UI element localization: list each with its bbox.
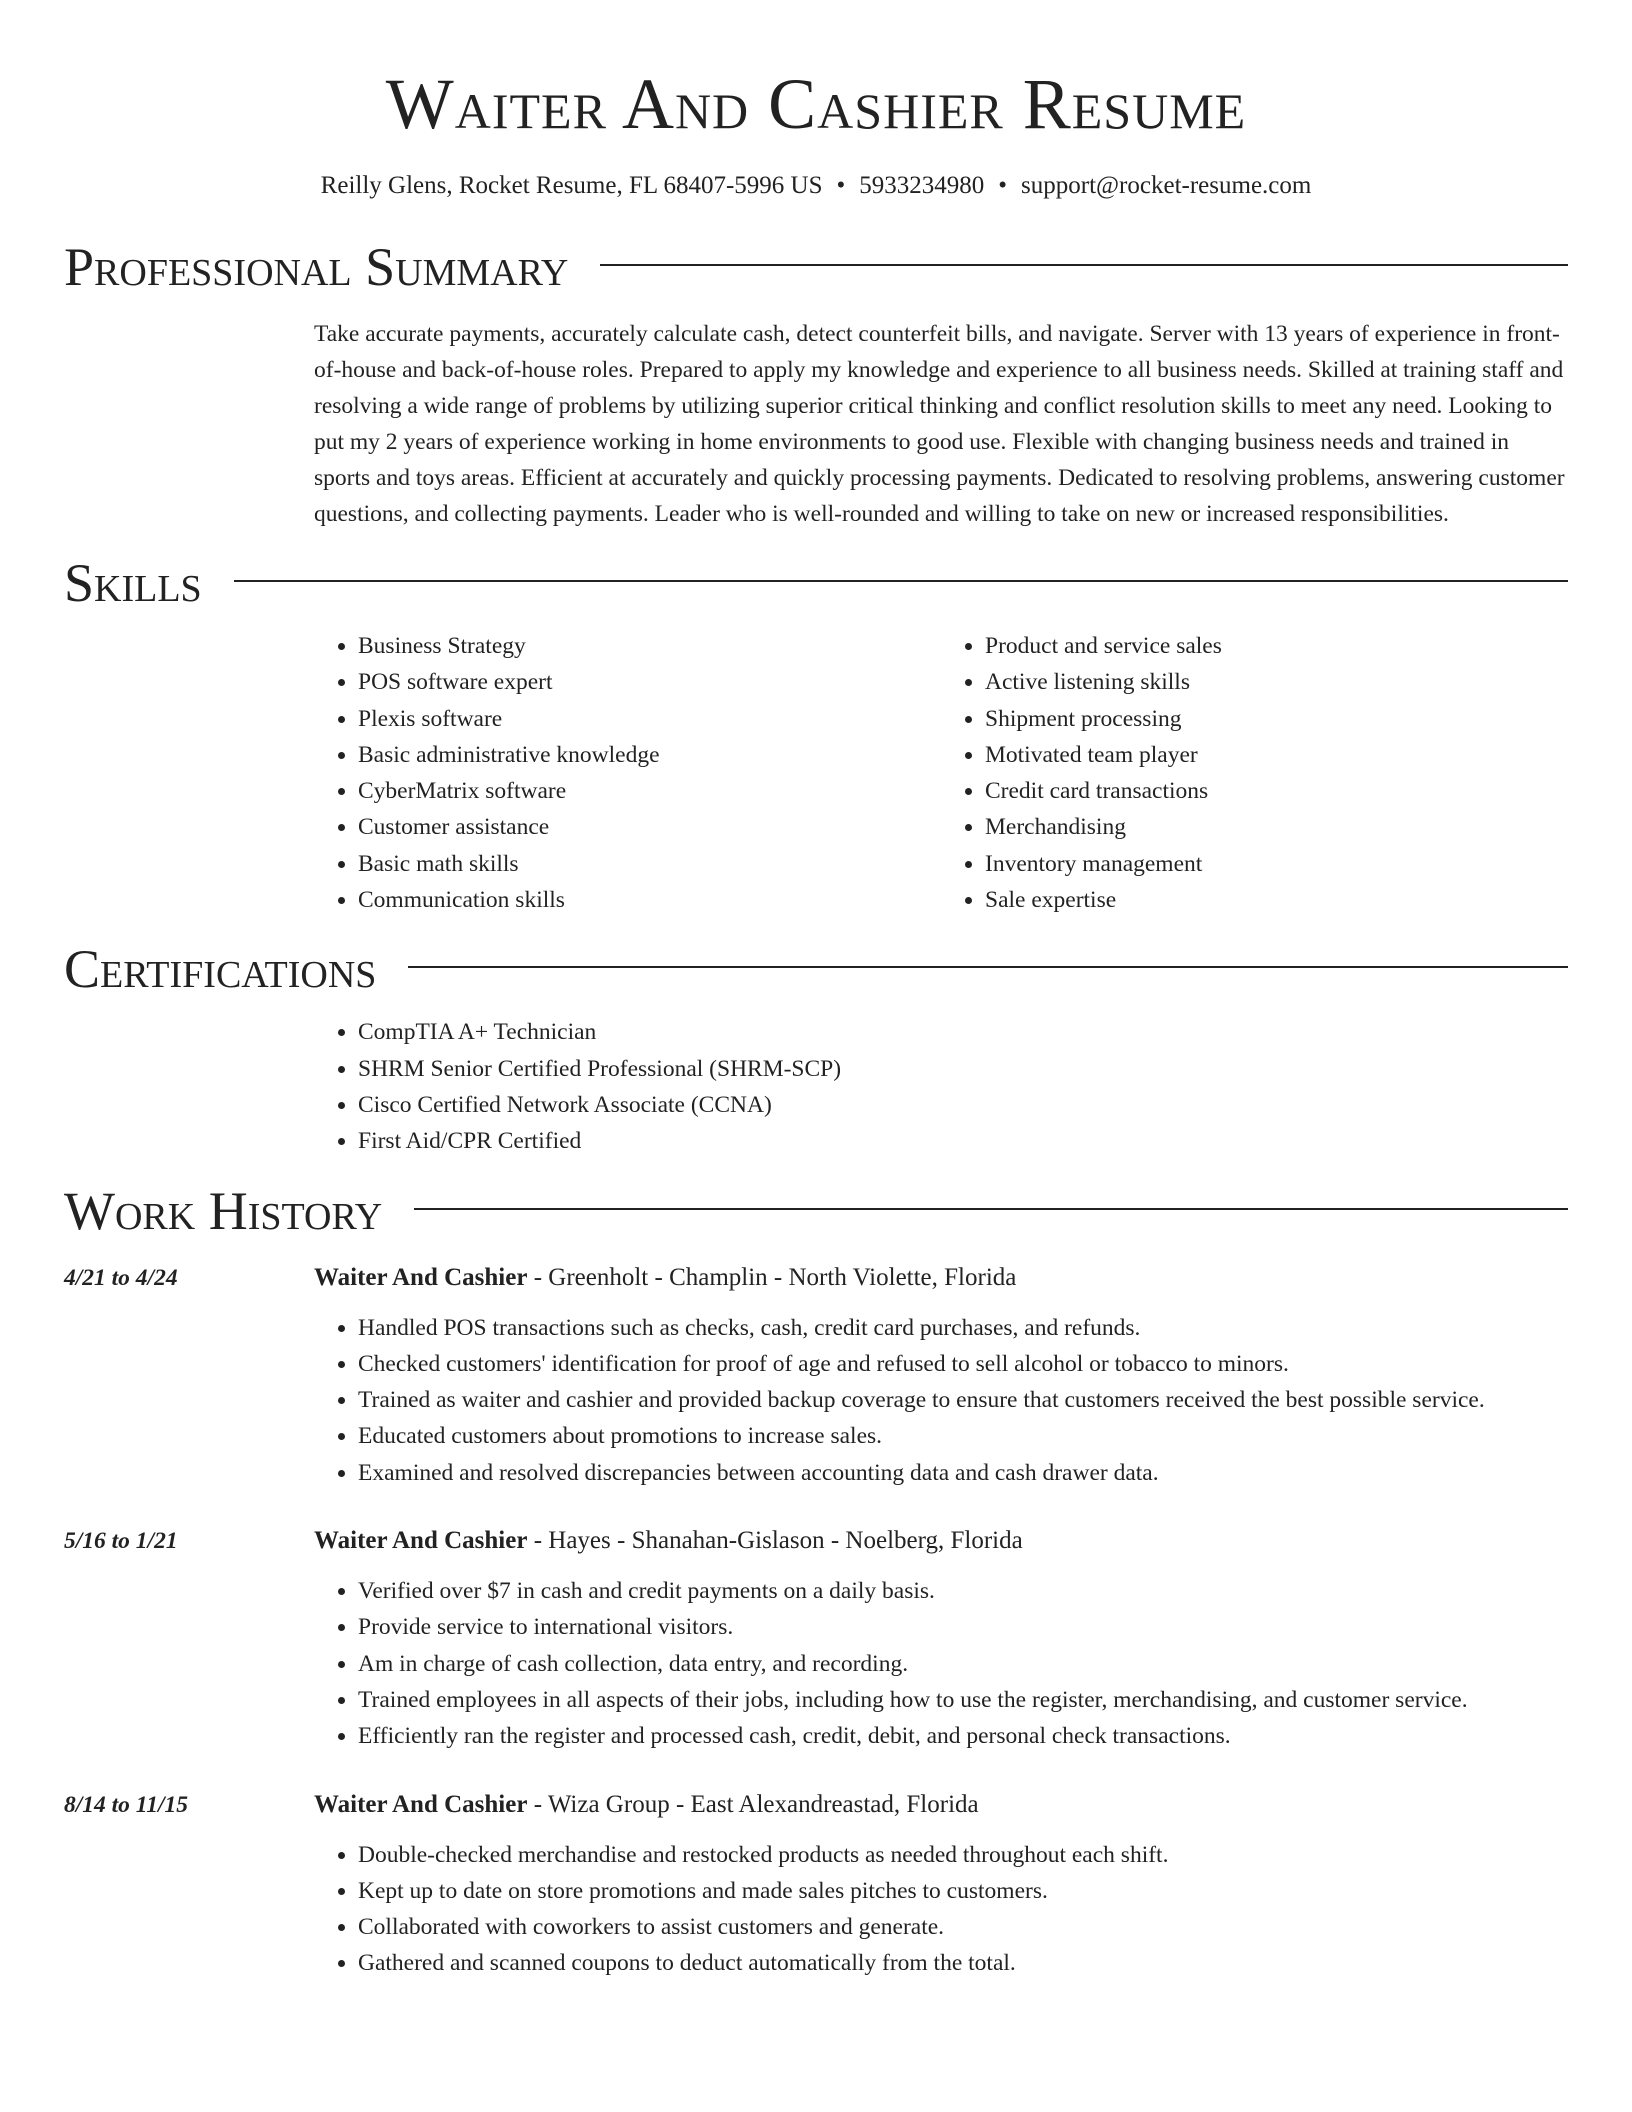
job-duty: • Efficiently ran the register and processed cash, credit, debit, and personal check transactions. [358, 1718, 1568, 1754]
job-header [64, 1787, 1568, 1823]
job-duty: • Kept up to date on store promotions and made sales pitches to customers. [358, 1873, 1568, 1909]
job-entry [64, 1523, 1568, 1754]
job-duties [314, 1573, 1568, 1754]
job-duty: • Handled POS transactions such as checks, cash, credit card purchases, and refunds. [358, 1310, 1568, 1346]
section-divider [234, 580, 1568, 582]
skills-columns [314, 628, 1568, 918]
job-title-line [314, 1787, 979, 1823]
job-entry [64, 1260, 1568, 1491]
skill-item: • Plexis software [358, 701, 941, 737]
job-dates: 5/16 to 1/21 [64, 1528, 178, 1555]
job-duties [314, 1837, 1568, 1982]
section-divider [414, 1208, 1568, 1210]
skill-item: • Business Strategy [358, 628, 941, 664]
skills-list-left [314, 628, 941, 918]
job-duty: • Double-checked merchandise and restocked products as needed throughout each shift. [358, 1837, 1568, 1873]
skill-item: • Basic administrative knowledge [358, 737, 941, 773]
job-entry [64, 1787, 1568, 1982]
certifications-section-header [64, 938, 1568, 1000]
skill-item: • Customer assistance [358, 809, 941, 845]
summary-heading: Professional Summary [64, 237, 569, 297]
certifications-body [314, 1014, 1568, 1159]
job-duty: • Trained employees in all aspects of their jobs, including how to use the register, merchandising, and customer service. [358, 1682, 1568, 1718]
skill-item: • Inventory management [985, 846, 1568, 882]
skill-item: • Basic math skills [358, 846, 941, 882]
skill-item: • CyberMatrix software [358, 773, 941, 809]
job-duties-list [314, 1310, 1568, 1491]
job-duties [314, 1310, 1568, 1491]
job-title-line [314, 1260, 1016, 1296]
job-duty: • Provide service to international visitors. [358, 1609, 1568, 1645]
certification-item: • CompTIA A+ Technician [358, 1014, 1568, 1050]
certification-item: • Cisco Certified Network Associate (CCNA) [358, 1087, 1568, 1123]
job-title: Waiter And Cashier [314, 1790, 528, 1818]
skill-item: • Merchandising [985, 809, 1568, 845]
job-title: Waiter And Cashier [314, 1527, 528, 1555]
contact-address: Reilly Glens, Rocket Resume, FL 68407-5996 US [320, 172, 823, 199]
skill-item: • Product and service sales [985, 628, 1568, 664]
job-employer: - Hayes - Shanahan-Gislason - Noelberg, Florida [527, 1527, 1023, 1555]
certification-item: • SHRM Senior Certified Professional (SHRM-SCP) [358, 1051, 1568, 1087]
job-duty: • Educated customers about promotions to increase sales. [358, 1418, 1568, 1454]
job-header [64, 1523, 1568, 1559]
job-dates: 4/21 to 4/24 [64, 1264, 178, 1291]
job-dates: 8/14 to 11/15 [64, 1791, 189, 1818]
job-title-line [314, 1523, 1023, 1559]
contact-line [64, 170, 1568, 202]
job-duty: • Gathered and scanned coupons to deduct automatically from the total. [358, 1945, 1568, 1981]
job-duties-list [314, 1573, 1568, 1754]
skill-item: • Credit card transactions [985, 773, 1568, 809]
certifications-heading: Certifications [64, 939, 377, 1000]
job-duties-list [314, 1837, 1568, 1982]
contact-separator: • [836, 172, 846, 199]
skills-section-header [64, 552, 1568, 614]
job-header [64, 1260, 1568, 1296]
skills-heading: Skills [64, 553, 202, 613]
skills-list-right [941, 628, 1568, 918]
skill-item: • Communication skills [358, 882, 941, 918]
summary-body [314, 316, 1568, 532]
job-duty: • Collaborated with coworkers to assist customers and generate. [358, 1909, 1568, 1945]
job-title: Waiter And Cashier [314, 1263, 528, 1291]
contact-phone: 5933234980 [859, 172, 985, 199]
resume-title: Waiter And Cashier Resume [385, 64, 1247, 144]
skill-item: • POS software expert [358, 664, 941, 700]
skill-item: • Sale expertise [985, 882, 1568, 918]
skill-item: • Shipment processing [985, 701, 1568, 737]
job-duty: • Examined and resolved discrepancies between accounting data and cash drawer data. [358, 1455, 1568, 1491]
skill-item: • Active listening skills [985, 664, 1568, 700]
certification-item: • First Aid/CPR Certified [358, 1123, 1568, 1159]
summary-text: Take accurate payments, accurately calculate cash, detect counterfeit bills, and navigate. Server with 13 years of experience in front-of-house and back-of-house roles. Prepared to apply my knowledge and experience to all business needs. Skilled at training staff and resolving a wide range of problems by utilizing superior critical thinking and conflict resolution skills to meet any need. Looking to put my 2 years of experience working in home environments to good use. Flexible with changing business needs and trained in sports and toys areas. Efficient at accurately and quickly processing payments. Dedicated to resolving problems, answering customer questions, and collecting payments. Leader who is well-rounded and willing to take on new or increased responsibilities. [314, 321, 1565, 527]
job-employer: - Wiza Group - East Alexandreastad, Florida [527, 1790, 979, 1818]
skill-item: • Motivated team player [985, 737, 1568, 773]
job-duty: • Verified over $7 in cash and credit payments on a daily basis. [358, 1573, 1568, 1609]
job-employer: - Greenholt - Champlin - North Violette, Florida [527, 1263, 1017, 1291]
section-divider [600, 264, 1568, 266]
section-divider [408, 966, 1568, 968]
work-section-header [64, 1180, 1568, 1242]
work-heading: Work History [64, 1180, 383, 1241]
contact-email: support@rocket-resume.com [1021, 172, 1312, 199]
job-duty: • Am in charge of cash collection, data entry, and recording. [358, 1646, 1568, 1682]
summary-section-header [64, 236, 1568, 298]
job-duty: • Checked customers' identification for proof of age and refused to sell alcohol or tobacco to minors. [358, 1346, 1568, 1382]
contact-separator: • [998, 172, 1008, 199]
certifications-list [314, 1014, 1568, 1159]
job-duty: • Trained as waiter and cashier and provided backup coverage to ensure that customers received the best possible service. [358, 1382, 1568, 1418]
